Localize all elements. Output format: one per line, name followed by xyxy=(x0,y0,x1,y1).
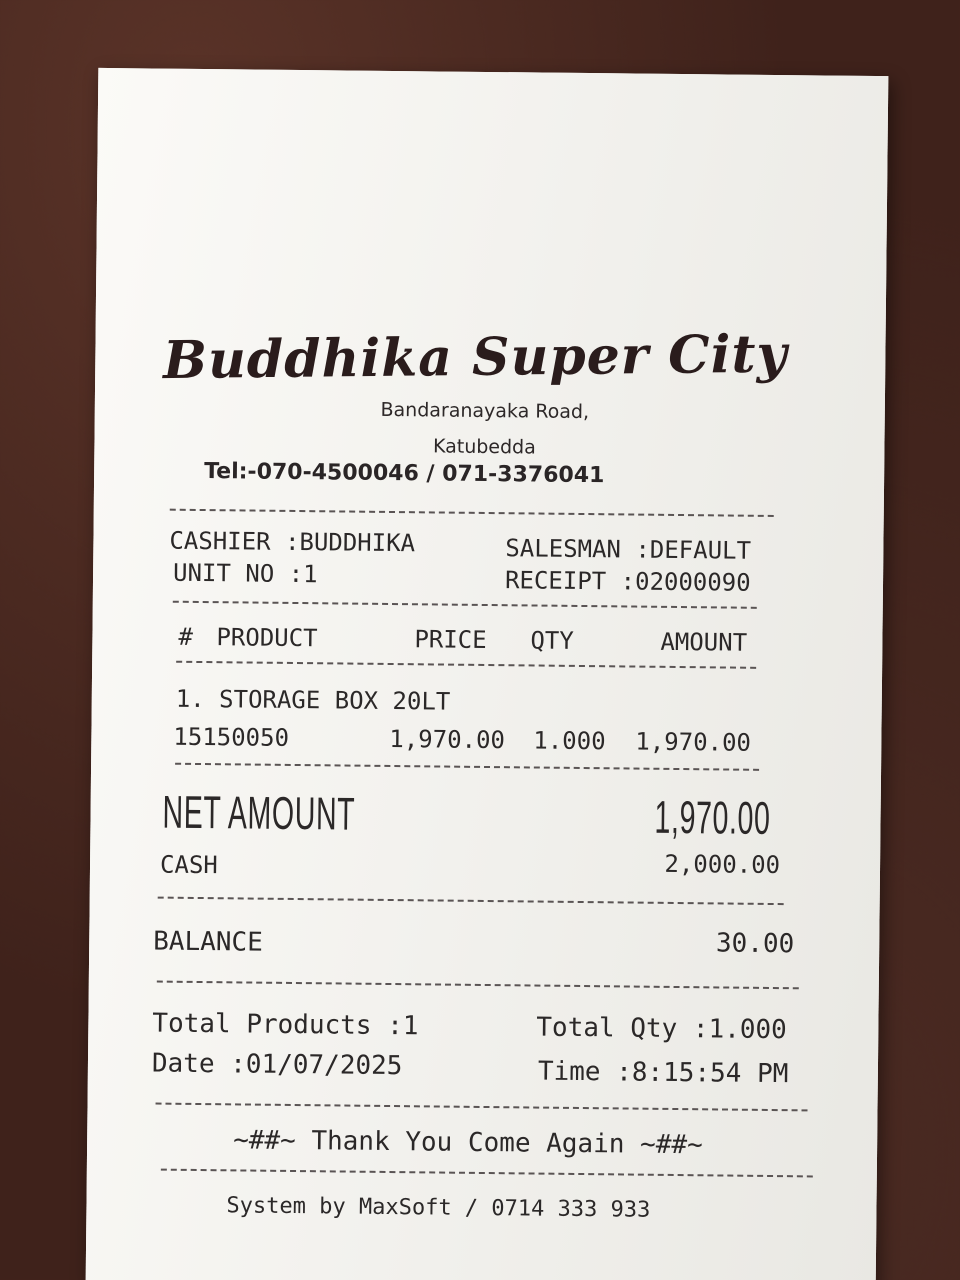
divider xyxy=(161,1169,813,1178)
divider xyxy=(176,661,756,669)
store-name: Buddhika Super City xyxy=(162,323,788,392)
total-qty: Total Qty :1.000 xyxy=(536,1012,787,1046)
net-amount-value: 1,970.00 xyxy=(654,790,771,844)
cash-label: CASH xyxy=(159,850,218,880)
system-credit: System by MaxSoft / 0714 333 933 xyxy=(226,1193,651,1223)
unit-number: UNIT NO :1 xyxy=(172,558,318,589)
balance-value: 30.00 xyxy=(715,928,795,960)
store-address-line1: Bandaranayaka Road, xyxy=(380,398,590,424)
divider xyxy=(170,509,774,517)
cashier-label: CASHIER :BUDDHIKA xyxy=(169,526,416,558)
salesman-label: SALESMAN :DEFAULT xyxy=(505,534,752,565)
thank-you-message: ~##~ Thank You Come Again ~##~ xyxy=(233,1125,703,1161)
item-price: 1,970.00 xyxy=(389,724,506,755)
receipt-time: Time :8:15:54 PM xyxy=(537,1056,789,1090)
divider xyxy=(173,601,757,609)
cash-value: 2,000.00 xyxy=(664,849,781,880)
balance-label: BALANCE xyxy=(153,926,263,958)
item-qty: 1.000 xyxy=(533,726,606,756)
divider xyxy=(157,981,799,990)
item-code: 15150050 xyxy=(173,722,290,752)
divider xyxy=(175,763,759,771)
divider xyxy=(156,1103,808,1112)
receipt-number: RECEIPT :02000090 xyxy=(504,566,751,597)
receipt-date: Date :01/07/2025 xyxy=(151,1048,403,1082)
receipt-paper xyxy=(86,68,889,1280)
item-description: 1. STORAGE BOX 20LT xyxy=(175,684,451,716)
column-header-amount: AMOUNT xyxy=(660,627,748,657)
net-amount-label: NET AMOUNT xyxy=(162,785,356,840)
column-header-number: # xyxy=(178,622,194,651)
divider xyxy=(158,897,784,906)
column-header-qty: QTY xyxy=(530,626,574,655)
item-amount: 1,970.00 xyxy=(635,727,752,757)
total-products: Total Products :1 xyxy=(152,1008,419,1042)
store-address-line2: Katubedda xyxy=(432,435,536,459)
store-telephone: Tel:-070-4500046 / 071-3376041 xyxy=(204,459,605,489)
column-header-price: PRICE xyxy=(414,625,487,654)
column-header-product: PRODUCT xyxy=(216,623,318,653)
